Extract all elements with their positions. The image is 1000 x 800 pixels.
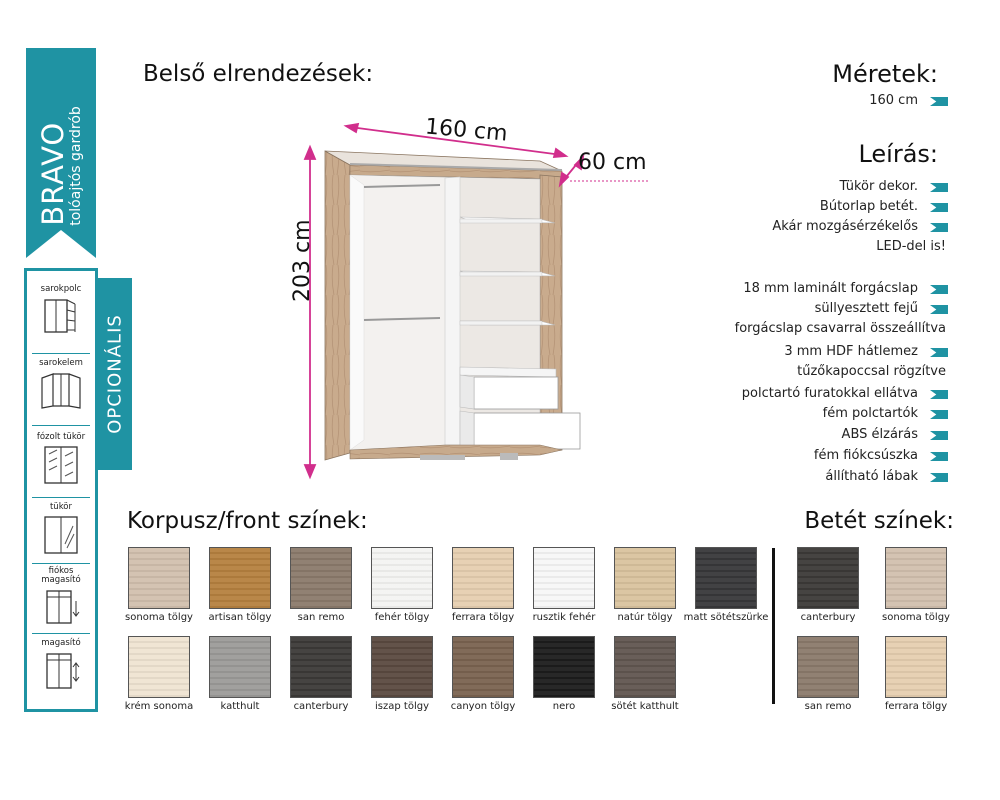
color-swatch[interactable] [797,547,859,609]
color-swatch[interactable] [128,547,190,609]
color-swatch-label: canterbury [293,701,349,712]
color-swatch[interactable] [885,547,947,609]
color-swatch-label: nero [552,701,576,712]
color-swatch[interactable] [371,636,433,698]
color-swatch-label: rusztik fehér [532,612,596,623]
color-swatch-label: canyon tölgy [450,701,516,712]
color-swatch[interactable] [290,547,352,609]
brand-name: BRAVO [36,121,70,226]
color-swatch[interactable] [128,636,190,698]
bullet-marker [930,410,948,419]
brand-subtitle: tolóajtós gardrób [68,106,84,226]
description-line: Tükör dekor. [839,179,918,194]
color-swatch[interactable] [371,547,433,609]
description-heading: Leírás: [858,140,938,168]
optional-item-label: sarokpolc [40,284,82,294]
optional-panel [24,268,98,712]
color-swatch[interactable] [614,547,676,609]
description-line: Akár mozgásérzékelős [772,219,918,234]
color-swatch-label: ferrara tölgy [451,612,515,623]
bullet-marker [930,452,948,461]
optional-item-label: fózolt tükör [36,432,86,442]
color-swatch-label: sonoma tölgy [125,612,193,623]
optional-item-label: fiókos magasító [41,566,81,585]
bullet-marker [930,285,948,294]
body-colors-heading: Korpusz/front színek: [127,508,368,534]
description-line: forgácslap csavarral összeállítva [734,321,946,336]
color-swatch[interactable] [885,636,947,698]
description-line: tűzőkapoccsal rögzítve [797,364,946,379]
bullet-marker [930,203,948,212]
corner-element-icon [39,370,83,410]
color-swatch[interactable] [452,547,514,609]
bullet-marker [930,431,948,440]
color-swatch-label: san remo [297,612,345,623]
sizes-heading: Méretek: [832,60,938,88]
sizes-value: 160 cm [869,93,918,108]
bullet-marker [930,305,948,314]
bullet-marker [930,183,948,192]
corner-shelf-icon [41,296,81,336]
color-swatch-label: ferrara tölgy [884,701,948,712]
bullet-marker [930,223,948,232]
bullet-marker [930,473,948,482]
optional-item-corner-element [31,359,91,423]
optional-item-label: magasító [41,638,81,648]
color-swatch[interactable] [533,636,595,698]
bullet-marker [930,97,948,106]
color-swatch[interactable] [533,547,595,609]
color-swatch[interactable] [209,547,271,609]
description-line: ABS élzárás [841,427,918,442]
optional-label: OPCIONÁLIS [104,314,126,434]
optional-item-label: tükör [49,502,73,512]
optional-item-frosted-mirror [31,433,91,497]
optional-item-mirror [31,503,91,567]
layout-heading: Belső elrendezések: [143,61,374,87]
description-line: fém fiókcsúszka [813,448,918,463]
optional-label-strip [98,278,132,470]
bullet-marker [930,348,948,357]
color-swatch-label: iszap tölgy [375,701,429,712]
color-swatch[interactable] [209,636,271,698]
optional-item-extension [31,639,91,703]
color-swatch-label: san remo [804,701,852,712]
color-swatch-label: artisan tölgy [208,612,272,623]
color-swatch-label: canterbury [800,612,856,623]
dimension-height: 203 cm [290,219,315,302]
section-divider [772,548,775,704]
mirror-icon [41,514,81,556]
color-swatch-label: sonoma tölgy [882,612,950,623]
brand-banner [26,48,96,258]
dimension-width: 160 cm [424,114,509,147]
color-swatch[interactable] [290,636,352,698]
optional-item-drawer-extension [31,567,91,631]
extension-icon [41,650,81,692]
color-swatch-label: sötét katthult [611,701,679,712]
description-line: Bútorlap betét. [819,199,918,214]
description-line: süllyesztett fejű [814,301,918,316]
description-line: 18 mm laminált forgácslap [743,281,918,296]
description-line: polctartó furatokkal ellátva [741,386,918,401]
insert-colors-heading: Betét színek: [804,508,954,534]
frosted-mirror-icon [41,444,81,486]
color-swatch-label: krém sonoma [124,701,194,712]
color-swatch[interactable] [614,636,676,698]
color-swatch-label: natúr tölgy [617,612,673,623]
bullet-marker [930,390,948,399]
drawer-extension-icon [41,587,81,627]
optional-item-label: sarokelem [39,358,83,368]
optional-item-corner-shelf [31,285,91,349]
description-line: állítható lábak [825,469,918,484]
description-line: fém polctartók [822,406,918,421]
color-swatch-label: fehér tölgy [374,612,430,623]
color-swatch[interactable] [797,636,859,698]
description-line: 3 mm HDF hátlemez [784,344,918,359]
color-swatch-label: matt sötétszürke [683,612,769,623]
dimension-depth: 60 cm [578,150,647,175]
color-swatch-label: katthult [220,701,260,712]
color-swatch[interactable] [452,636,514,698]
description-line: LED-del is! [876,239,946,254]
color-swatch[interactable] [695,547,757,609]
